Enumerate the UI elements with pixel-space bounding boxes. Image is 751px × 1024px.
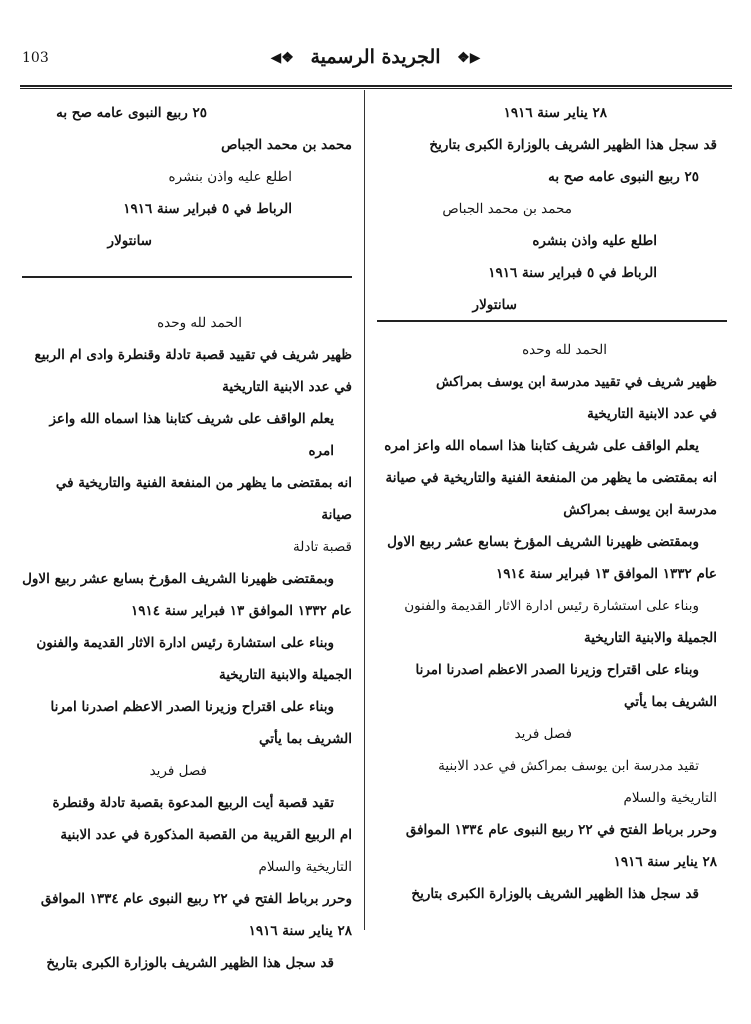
body-line: الجميلة والابنية التاريخية [583, 630, 717, 646]
verification-line: ٢٥ ربيع النبوى عامه صح به [548, 169, 699, 185]
approval-line: اطلع عليه واذن بنشره [532, 233, 657, 249]
verification-line: ٢٥ ربيع النبوى عامه صح به [56, 105, 207, 121]
decree-title: ظهير شريف في تقييد قصبة تادلة وقنطرة وادى ام الربيع [34, 347, 352, 363]
body-line: ام الربيع القريبة من القصبة المذكورة في عدد الابنية [60, 827, 352, 843]
body-line: تقيد قصبة أيت الربيع المدعوة بقصبة تادلة وقنطرة [52, 795, 334, 811]
place-date-line: الرباط في ٥ فبراير سنة ١٩١٦ [123, 201, 292, 217]
body-line: انه بمقتضى ما يظهر من المنفعة الفنية والتاريخية في صيانة [385, 470, 717, 486]
left-column [22, 97, 352, 257]
body-line: وبناء على استشارة رئيس ادارة الاثار القديمة والفنون [404, 598, 699, 614]
body-line: وبناء على اقتراح وزيرنا الصدر الاعظم اصدرنا امرنا [50, 699, 334, 715]
decree-title-cont: في عدد الابنية التاريخية [587, 406, 717, 422]
body-line: قصبة تادلة [293, 539, 352, 555]
chapter-heading: فصل فريد [149, 763, 207, 779]
right-column [377, 97, 717, 321]
body-line: الجميلة والابنية التاريخية [218, 667, 352, 683]
signatory-name: محمد بن محمد الجباص [221, 137, 352, 153]
body-line: عام ١٣٣٢ الموافق ١٣ فبراير سنة ١٩١٤ [496, 566, 717, 582]
body-line: التاريخية والسلام [623, 790, 717, 806]
body-line: تقيد مدرسة ابن يوسف بمراكش في عدد الابنية [438, 758, 699, 774]
registration-line: قد سجل هذا الظهير الشريف بالوزارة الكبرى بتاريخ [429, 137, 717, 153]
body-line: يعلم الواقف على شريف كتابنا هذا اسماه الله واعز امره [49, 411, 334, 459]
body-line: وبمقتضى ظهيرنا الشريف المؤرخ بسابع عشر ربيع الاول [387, 534, 699, 550]
column-divider [364, 90, 365, 930]
body-line: الشريف بما يأتي [623, 694, 717, 710]
invocation: الحمد لله وحده [522, 342, 607, 358]
header-rule [20, 85, 732, 89]
registration-line: قد سجل هذا الظهير الشريف بالوزارة الكبرى بتاريخ [411, 886, 699, 902]
date-line: ٢٨ يناير سنة ١٩١٦ [613, 854, 717, 870]
ornament-right-icon: ◀❖ [270, 50, 294, 66]
body-line: وحرر برباط الفتح في ٢٢ ربيع النبوى عام ١٣٣٤ الموافق [40, 891, 352, 907]
invocation: الحمد لله وحده [157, 315, 242, 331]
date-line: ٢٨ يناير سنة ١٩١٦ [503, 105, 607, 121]
chapter-heading: فصل فريد [514, 726, 572, 742]
right-section [377, 334, 717, 910]
body-line: التاريخية والسلام [258, 859, 352, 875]
decree-title-cont: في عدد الابنية التاريخية [222, 379, 352, 395]
left-section [22, 307, 352, 979]
masthead [0, 42, 751, 72]
body-line: وبناء على اقتراح وزيرنا الصدر الاعظم اصدرنا امرنا [415, 662, 699, 678]
body-line: الشريف بما يأتي [258, 731, 352, 747]
masthead-title: الجريدة الرسمية [310, 46, 441, 68]
body-line: وبناء على استشارة رئيس ادارة الاثار القديمة والفنون [36, 635, 334, 651]
date-line: ٢٨ يناير سنة ١٩١٦ [248, 923, 352, 939]
section-rule-right [377, 320, 727, 322]
section-rule-left [22, 276, 352, 278]
body-line: وحرر برباط الفتح في ٢٢ ربيع النبوى عام ١٣٣٤ الموافق [405, 822, 717, 838]
signature-name: سانتولار [107, 233, 152, 249]
approval-line: اطلع عليه واذن بنشره [168, 169, 292, 185]
page-number: 103 [22, 50, 49, 66]
body-line: وبمقتضى ظهيرنا الشريف المؤرخ بسابع عشر ربيع الاول [22, 571, 334, 587]
body-line: يعلم الواقف على شريف كتابنا هذا اسماه الله واعز امره [384, 438, 699, 454]
body-line: عام ١٣٣٢ الموافق ١٣ فبراير سنة ١٩١٤ [131, 603, 352, 619]
body-line: مدرسة ابن يوسف بمراكش [563, 502, 717, 518]
ornament-left-icon: ❖▶ [457, 50, 481, 66]
signature-name: سانتولار [472, 297, 517, 313]
signatory-name: محمد بن محمد الجباص [442, 201, 572, 217]
body-line: انه بمقتضى ما يظهر من المنفعة الفنية والتاريخية في صيانة [55, 475, 352, 523]
place-date-line: الرباط في ٥ فبراير سنة ١٩١٦ [488, 265, 657, 281]
registration-line: قد سجل هذا الظهير الشريف بالوزارة الكبرى بتاريخ [46, 955, 334, 971]
decree-title: ظهير شريف في تقييد مدرسة ابن يوسف بمراكش [436, 374, 717, 390]
